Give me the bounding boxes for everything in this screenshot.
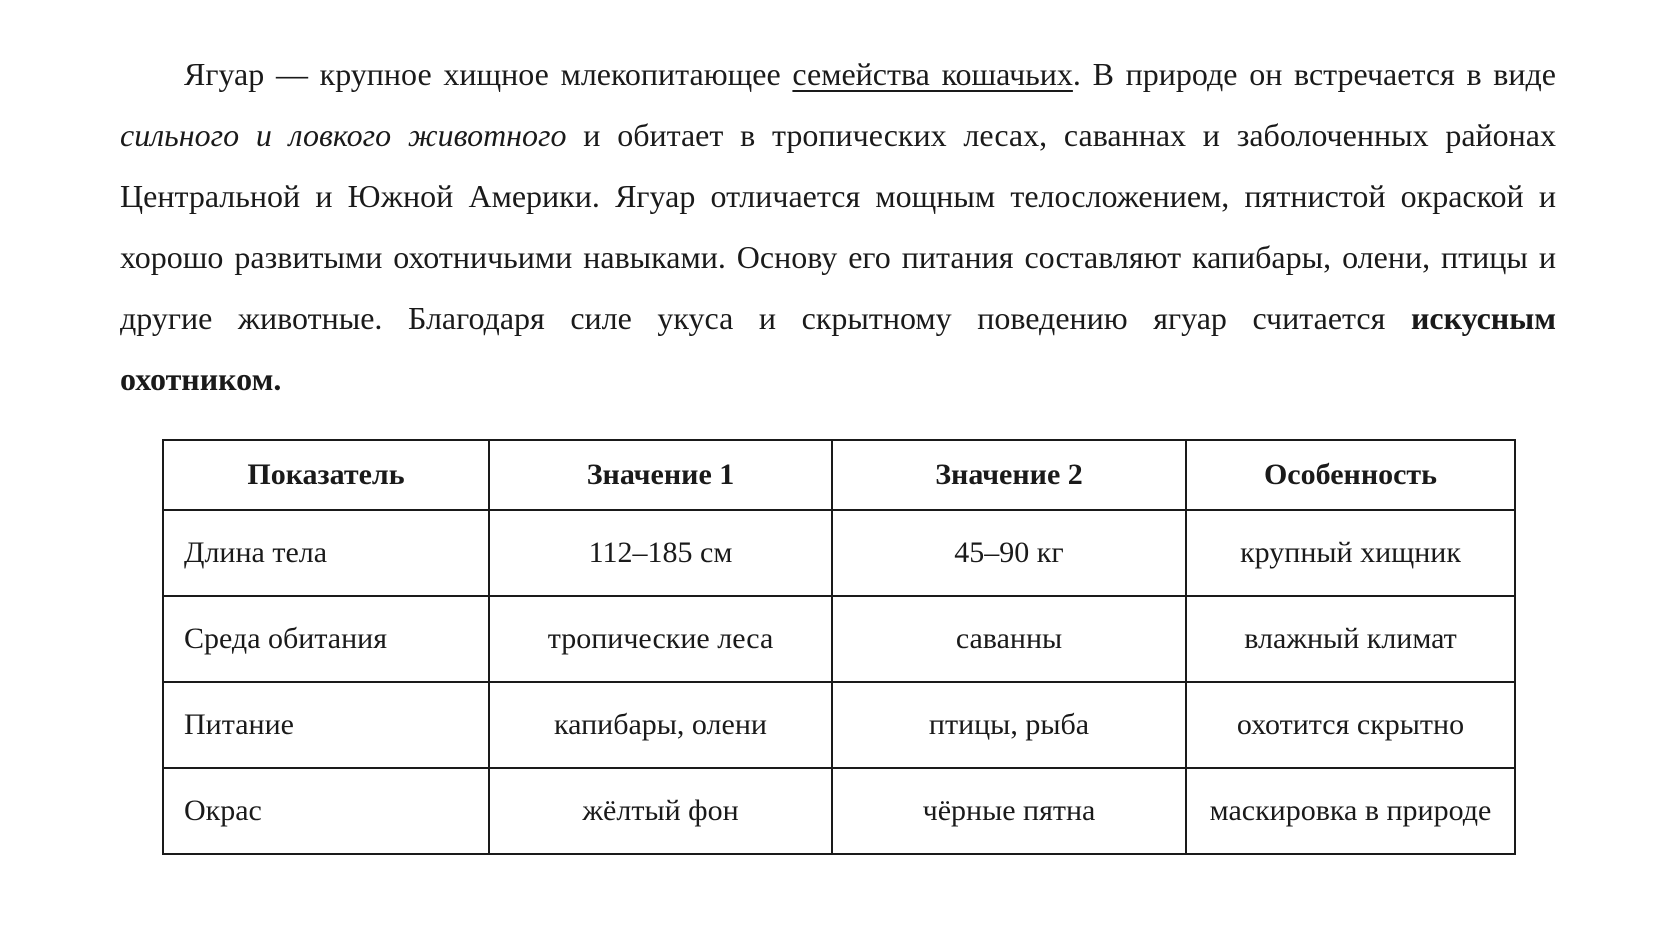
table-cell: 45–90 кг [832, 510, 1186, 596]
underlined-phrase: семейства кошачьих [792, 56, 1073, 92]
header-cell-value-1: Значение 1 [489, 440, 832, 510]
body-paragraph [120, 44, 1556, 410]
table-cell: саванны [832, 596, 1186, 682]
table-cell: тропические леса [489, 596, 832, 682]
table-cell: маскировка в природе [1186, 768, 1515, 854]
header-cell-value-2: Значение 2 [832, 440, 1186, 510]
table-row [163, 596, 1515, 682]
table-row [163, 510, 1515, 596]
table-cell: капибары, олени [489, 682, 832, 768]
table-cell: Длина тела [163, 510, 489, 596]
table-cell: Окрас [163, 768, 489, 854]
bold-phrase: искусным охотником. [120, 300, 1556, 397]
paragraph-text-1: Ягуар — крупное хищное млекопитающее [184, 56, 793, 92]
table-cell: влажный климат [1186, 596, 1515, 682]
table-cell: Среда обитания [163, 596, 489, 682]
header-cell-feature: Особенность [1186, 440, 1515, 510]
table-cell: Питание [163, 682, 489, 768]
jaguar-data-table [162, 439, 1516, 855]
table-cell: 112–185 см [489, 510, 832, 596]
table-cell: охотится скрытно [1186, 682, 1515, 768]
table-row [163, 682, 1515, 768]
table-header-row [163, 440, 1515, 510]
table-cell: жёлтый фон [489, 768, 832, 854]
header-cell-indicator: Показатель [163, 440, 489, 510]
italic-phrase: сильного и ловкого животного [120, 117, 567, 153]
paragraph-text-3: и обитает в тропических лесах, саваннах и заболоченных районах Центральной и Южной Америки. Ягуар отличается мощным телосложением, пятнистой окраской и хорошо развитыми охотничьими навыками. Основу его питания составляют капибары, олени, птицы и другие животные. Благодаря силе укуса и скрытному поведению ягуар считается [120, 117, 1557, 336]
paragraph-text-2: . В природе он встречается в виде [1072, 56, 1557, 92]
table-cell: птицы, рыба [832, 682, 1186, 768]
table-cell: чёрные пятна [832, 768, 1186, 854]
table-cell: крупный хищник [1186, 510, 1515, 596]
table-row [163, 768, 1515, 854]
